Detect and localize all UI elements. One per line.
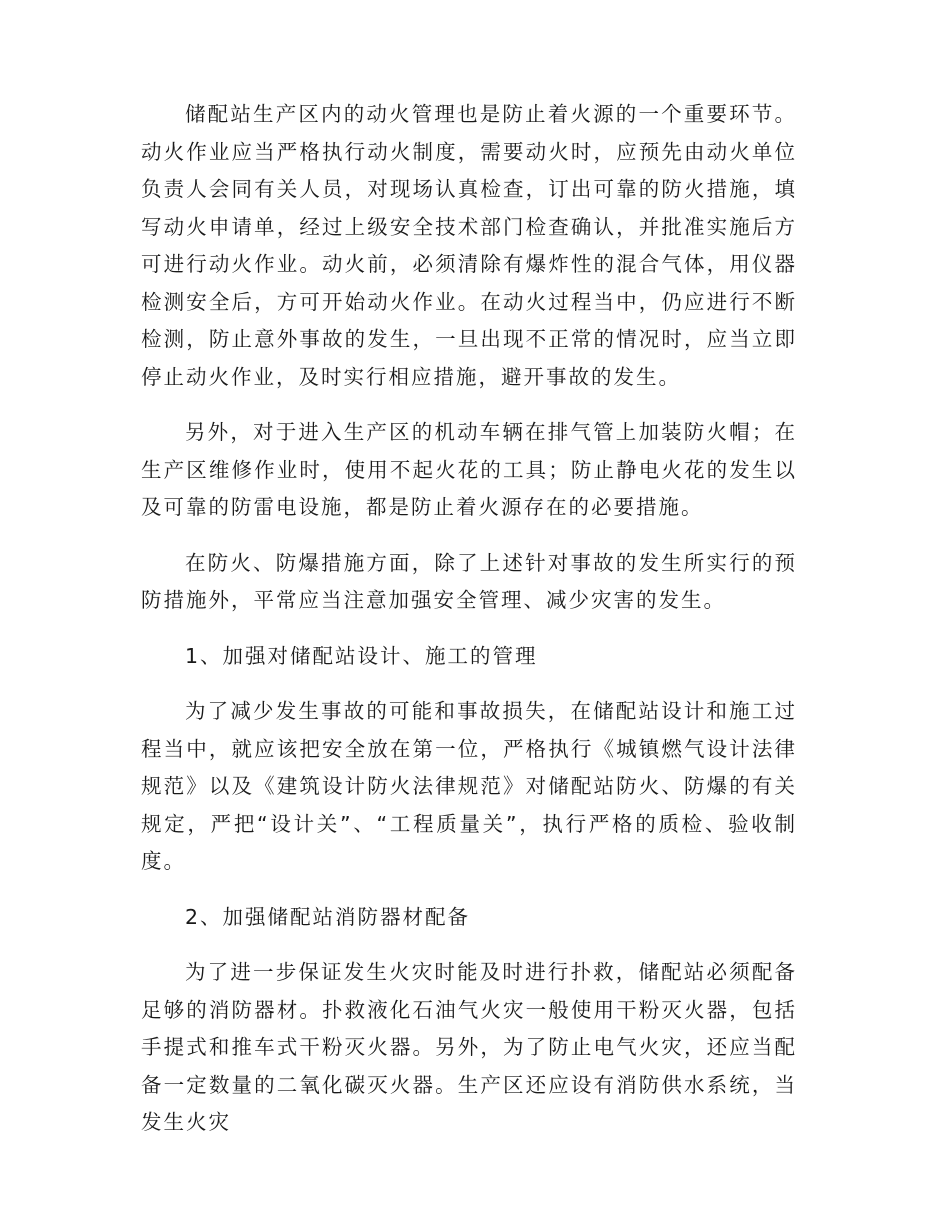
document-body [141, 96, 797, 1142]
paragraph-design-construction: 为了减少发生事故的可能和事故损失，在储配站设计和施工过程当中，就应该把安全放在第一位，严格执行《城镇燃气设计法律规范》以及《建筑设计防火法律规范》对储配站防火、防爆的有关规定，严把“设计关”、“工程质量关”，执行严格的质检、验收制度。 [141, 699, 797, 873]
section-heading-design-construction: 1、加强对储配站设计、施工的管理 [185, 643, 538, 668]
paragraph-safety-management: 在防火、防爆措施方面，除了上述针对事故的发生所实行的预防措施外，平常应当注意加强安全管理、减少灾害的发生。 [141, 550, 797, 612]
paragraph-fire-equipment: 为了进一步保证发生火灾时能及时进行扑救，储配站必须配备足够的消防器材。扑救液化石油气火灾一般使用干粉灭火器，包括手提式和推车式干粉灭火器。另外，为了防止电气火灾，还应当配备一定数量的二氧化碳灭火器。生产区还应设有消防供水系统，当发生火灾 [141, 960, 797, 1134]
paragraph-hot-work-management: 储配站生产区内的动火管理也是防止着火源的一个重要环节。动火作业应当严格执行动火制度，需要动火时，应预先由动火单位负责人会同有关人员，对现场认真检查，订出可靠的防火措施，填写动火申请单，经过上级安全技术部门检查确认，并批准实施后方可进行动火作业。动火前，必须清除有爆炸性的混合气体，用仪器检测安全后，方可开始动火作业。在动火过程当中，仍应进行不断检测，防止意外事故的发生，一旦出现不正常的情况时，应当立即停止动火作业，及时实行相应措施，避开事故的发生。 [141, 102, 797, 389]
section-heading-fire-equipment: 2、加强储配站消防器材配备 [185, 904, 471, 929]
paragraph-ignition-prevention: 另外，对于进入生产区的机动车辆在排气管上加装防火帽；在生产区维修作业时，使用不起火花的工具；防止静电火花的发生以及可靠的防雷电设施，都是防止着火源存在的必要措施。 [141, 420, 797, 519]
